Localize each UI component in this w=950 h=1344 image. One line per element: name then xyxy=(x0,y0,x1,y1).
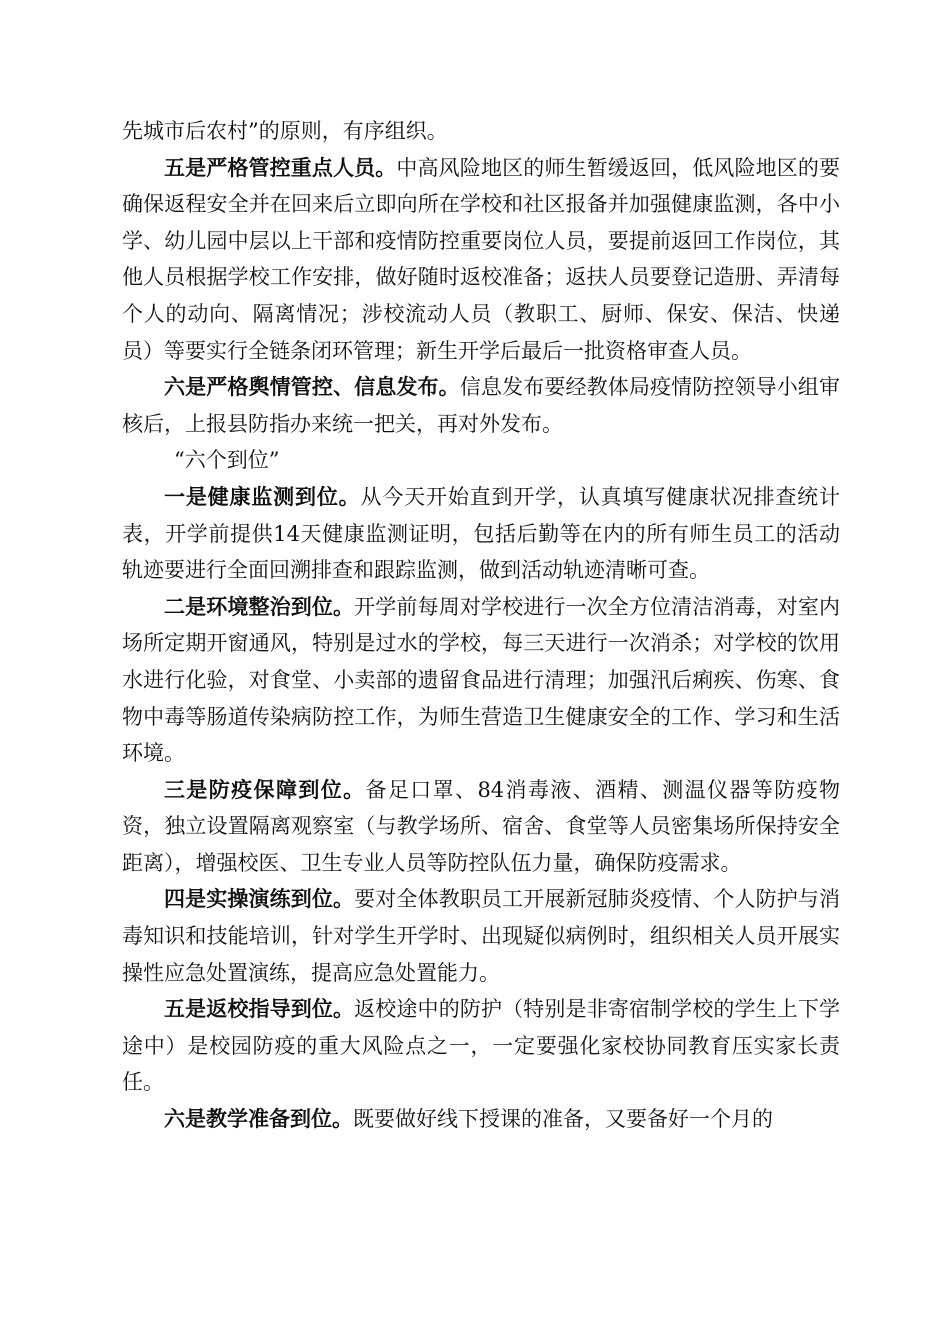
section-heading-text: “六个到位” xyxy=(174,448,280,473)
paragraph-supplies xyxy=(122,772,840,882)
paragraph-lead: 一是健康监测到位。 xyxy=(164,484,361,509)
paragraph-lead: 三是防疫保障到位。 xyxy=(164,777,366,802)
paragraph-text: 返校途中的防护（特别是非寄宿制学校的学生上下学途中）是校园防疫的重大风险点之一，一定要强化家校协同教育压实家长责任。 xyxy=(122,997,841,1095)
paragraph-key-personnel xyxy=(122,150,840,370)
paragraph-text: 开学前每周对学校进行一次全方位清洁消毒，对室内场所定期开窗通风，特别是过水的学校，每三天进行一次消杀；对学校的饮用水进行化验，对食堂、小卖部的遗留食品进行清理；加强汛后痢疾、伤寒、食物中毒等肠道传染病防控工作，为师生营造卫生健康安全的工作、学习和生活环境。 xyxy=(122,594,841,766)
paragraph-text: 要对全体教职员工开展新冠肺炎疫情、个人防护与消毒知识和技能培训，针对学生开学时、出现疑似病例时，组织相关人员开展实操性应急处置演练，提高应急处置能力。 xyxy=(122,887,841,985)
paragraph-lead: 六是严格舆情管控、信息发布。 xyxy=(164,375,460,400)
paragraph-health-monitoring xyxy=(122,479,840,589)
paragraph-lead: 二是环境整治到位。 xyxy=(164,594,355,619)
section-heading xyxy=(122,442,840,479)
paragraph-lead: 四是实操演练到位。 xyxy=(164,887,355,912)
paragraph-lead: 五是返校指导到位。 xyxy=(164,997,355,1022)
paragraph-public-opinion xyxy=(122,369,840,442)
paragraph-drills xyxy=(122,881,840,991)
paragraph-text: 从今天开始直到开学，认真填写健康状况排查统计表，开学前提供14天健康监测证明，包括后勤等在内的所有师生员工的活动轨迹要进行全面回溯排查和跟踪监测，做到活动轨迹清晰可查。 xyxy=(122,484,840,583)
paragraph-text: 中高风险地区的师生暂缓返回，低风险地区的要确保返程安全并在回来后立即向所在学校和社区报备并加强健康监测，各中小学、幼儿园中层以上干部和疫情防控重要岗位人员，要提前返回工作岗位，其他人员根据学校工作安排，做好随时返校准备；返扶人员要登记造册、弄清每个人的动向、隔离情况；涉校流动人员（教职工、厨师、保安、保洁、快递员）等要实行全链条闭环管理；新生开学后最后一批资格审查人员。 xyxy=(122,155,841,363)
paragraph-environment xyxy=(122,589,840,772)
paragraph-text: 先城市后农村”的原则，有序组织。 xyxy=(122,119,448,143)
paragraph-return-guidance xyxy=(122,991,840,1101)
paragraph-continuation xyxy=(122,113,840,150)
paragraph-text: 备足口罩、84消毒液、酒精、测温仪器等防疫物资，独立设置隔离观察室（与教学场所、宿舍、食堂等人员密集场所保持安全距离），增强校医、卫生专业人员等防控队伍力量，确保防疫需求。 xyxy=(122,777,840,875)
paragraph-teaching-prep xyxy=(122,1101,840,1138)
paragraph-text: 信息发布要经教体局疫情防控领导小组审核后，上报县防指办来统一把关，再对外发布。 xyxy=(122,375,841,436)
document-body xyxy=(122,113,840,1138)
paragraph-lead: 六是教学准备到位。 xyxy=(164,1107,353,1132)
paragraph-text: 既要做好线下授课的准备，又要备好一个月的 xyxy=(353,1107,773,1132)
paragraph-lead: 五是严格管控重点人员。 xyxy=(164,155,397,180)
